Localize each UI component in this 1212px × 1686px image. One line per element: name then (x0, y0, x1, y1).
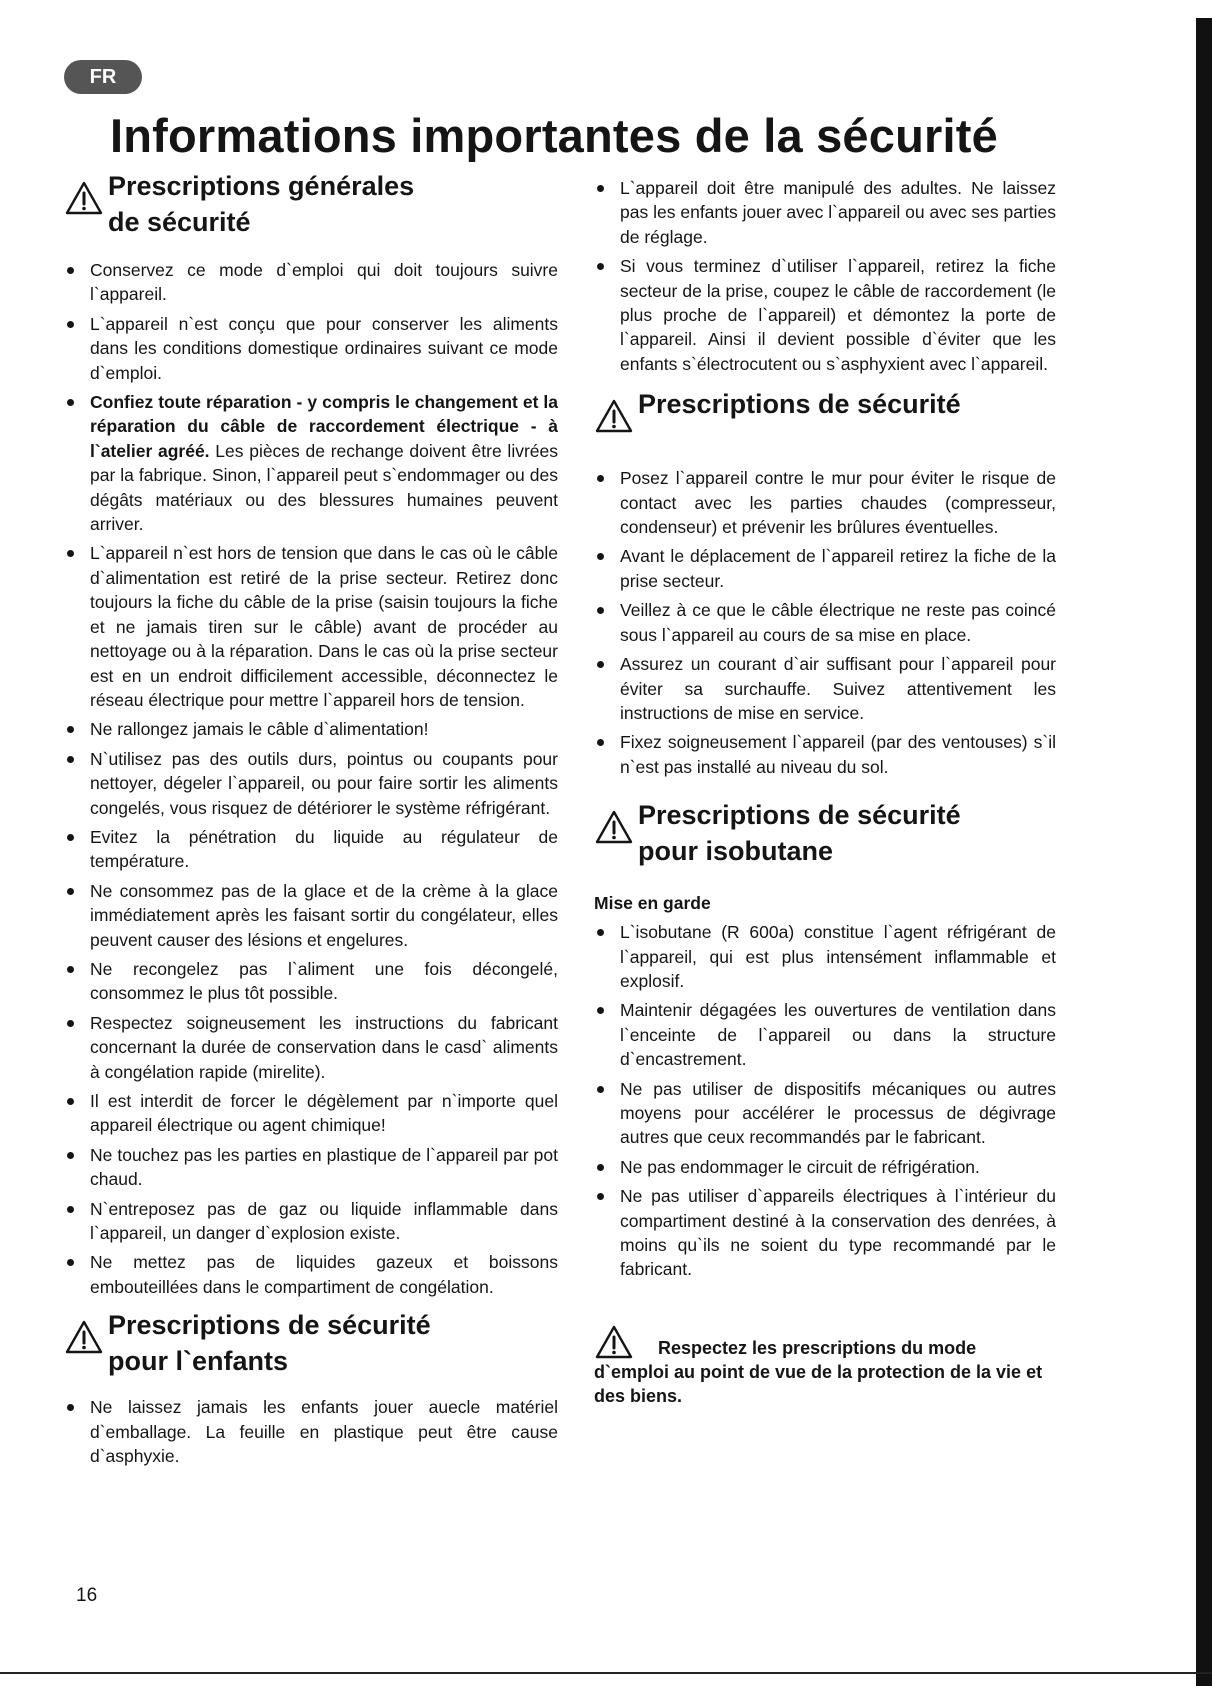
bullet-dot (597, 661, 604, 668)
bullet-text: N`utilisez pas des outils durs, pointus ou coupants pour nettoyer, dégeler l`appareil, ou pour faire sortir les aliments congelés, vous risquez de détériorer le système réfrigérant. (90, 748, 558, 818)
bullet-text: N`entreposez pas de gaz ou liquide inflammable dans l`appareil, un danger d`explosion existe. (90, 1198, 558, 1244)
bullet-list (594, 466, 1056, 779)
bullet-dot (67, 834, 74, 841)
bullet-dot (597, 553, 604, 560)
bullet-dot (67, 399, 74, 406)
bullet-dot (67, 966, 74, 973)
bullet-text: L`appareil n`est conçu que pour conserver les aliments dans les conditions domestique ordinaires suivant ce mode d`emploi. (90, 313, 558, 383)
bullet-text: Evitez la pénétration du liquide au régulateur de température. (90, 826, 558, 872)
bullet-dot (597, 475, 604, 482)
bullet-item (64, 1197, 558, 1246)
bullet-item (64, 541, 558, 712)
heading-line: Prescriptions de sécurité (638, 389, 961, 420)
bullet-text: Si vous terminez d`utiliser l`appareil, retirez la fiche secteur de la prise, coupez le câble de raccordement (le plus proche de l`appareil) et démontez la porte de l`appareil. Ainsi il devient possible d`éviter que les enfants s`électrocutent ou s`asphyxient avec l`appareil. (620, 256, 1056, 374)
bullet-text: L`isobutane (R 600a) constitue l`agent réfrigérant de l`appareil, qui est plus intensément inflammable et explosif. (620, 922, 1056, 991)
page-title: Informations importantes de la sécurité (110, 109, 998, 162)
warning-icon (64, 1319, 108, 1359)
bullet-dot (67, 756, 74, 763)
bullet-text: L`appareil doit être manipulé des adultes. Ne laissez pas les enfants jouer avec l`appareil ou avec ses parties de réglage. (620, 178, 1056, 247)
bullet-dot (597, 929, 604, 936)
final-warning-note (594, 1336, 1056, 1408)
heading-line: Prescriptions générales (108, 171, 415, 201)
bullet-item (64, 1395, 558, 1468)
bullet-item (594, 598, 1056, 647)
bullet-item (594, 920, 1056, 993)
warning-icon (64, 180, 108, 220)
section-heading (594, 797, 1056, 869)
bullet-text: Ne touchez pas les parties en plastique de l`appareil par pot chaud. (90, 1144, 558, 1190)
left-column (64, 168, 558, 1473)
bullet-item (64, 390, 558, 536)
bullet-text: Fixez soigneusement l`appareil (par des ventouses) s`il n`est pas installé au niveau du sol. (620, 732, 1056, 777)
section-children-continued (594, 176, 1056, 376)
bullet-dot (597, 1164, 604, 1171)
bullet-item (594, 176, 1056, 249)
bullet-text: Ne pas utiliser de dispositifs mécaniques ou autres moyens pour accélérer le processus de dégivrage autres que ceux recommandés par le fabricant. (620, 1078, 1056, 1148)
bullet-list (594, 920, 1056, 1282)
bullet-text: Conservez ce mode d`emploi qui doit toujours suivre l`appareil. (90, 260, 558, 305)
heading-lines (108, 1307, 558, 1379)
bullet-item (64, 1143, 558, 1192)
bullet-dot (67, 1152, 74, 1159)
bullet-text: Les pièces de rechange doivent être livrées par la fabrique. Sinon, l`appareil peut s`endommager ou des dégâts matériaux ou des blessures humaines peuvent arriver. (90, 440, 559, 535)
bullet-item (594, 1184, 1056, 1282)
page-edge-bar (1196, 18, 1212, 1686)
heading-line: Prescriptions de sécurité (108, 1310, 431, 1341)
bullet-text: Ne rallongez jamais le câble d`alimentation! (90, 719, 429, 740)
bullet-item (64, 717, 558, 741)
bullet-item (64, 825, 558, 874)
subheading: Mise en garde (594, 893, 711, 914)
bullet-dot (67, 726, 74, 733)
section-heading (64, 168, 558, 240)
bullet-text: Maintenir dégagées les ouvertures de ventilation dans l`enceinte de l`appareil ou dans la structure d`encastrement. (620, 1000, 1056, 1070)
heading-lines (638, 386, 1056, 422)
language-badge: FR (64, 60, 142, 94)
bullet-text: Ne recongelez pas l`aliment une fois décongelé, consommez le plus tôt possible. (90, 958, 558, 1004)
section-general-safety (64, 168, 558, 1299)
bullet-text: Il est interdit de forcer le dégèlement par n`importe quel appareil électrique ou agent chimique! (90, 1091, 558, 1136)
bullet-dot (597, 1193, 604, 1200)
bullet-dot (67, 1098, 74, 1105)
section-installation-safety (594, 386, 1056, 779)
bullet-text: Avant le déplacement de l`appareil retirez la fiche de la prise secteur. (620, 546, 1056, 591)
final-note-text: Respectez les prescriptions du mode d`emploi au point de vue de la protection de la vie et des biens. (594, 1337, 1043, 1406)
bullet-dot (597, 607, 604, 614)
bullet-item (64, 258, 558, 307)
bullet-dot (67, 888, 74, 895)
bullet-dot (67, 321, 74, 328)
bullet-dot (67, 1404, 74, 1411)
bullet-text: Ne pas endommager le circuit de réfrigération. (620, 1156, 980, 1177)
bullet-item (64, 312, 558, 385)
bullet-item (594, 254, 1056, 376)
warning-icon (594, 398, 638, 438)
bullet-item (594, 730, 1056, 779)
section-children-safety (64, 1307, 558, 1468)
bullet-item (594, 998, 1056, 1071)
bullet-item (64, 1089, 558, 1138)
bullet-dot (67, 1206, 74, 1213)
bullet-text: Posez l`appareil contre le mur pour éviter le risque de contact avec les parties chaudes (compresseur, condenseur) et prévenir les brûlures éventuelles. (620, 468, 1056, 538)
bullet-item (594, 544, 1056, 593)
bullet-item (64, 879, 558, 952)
warning-icon (594, 809, 638, 849)
bullet-text: Ne pas utiliser d`appareils électriques à l`intérieur du compartiment destiné à la conservation des denrées, à moins qu`ils ne soient du type recommandé par le fabricant. (620, 1186, 1056, 1280)
bullet-item (594, 1077, 1056, 1150)
bullet-text: Veillez à ce que le câble électrique ne reste pas coincé sous l`appareil au cours de sa mise en place. (620, 600, 1056, 645)
bullet-dot (67, 1020, 74, 1027)
section-isobutane-safety (594, 797, 1056, 1282)
bullet-dot (597, 185, 604, 192)
heading-lines (638, 797, 1056, 869)
bullet-dot (67, 550, 74, 557)
bullet-dot (597, 739, 604, 746)
bullet-text: Ne consommez pas de la glace et de la crème à la glace immédiatement après les faisant sortir du congélateur, elles peuvent causer des lésions et engelures. (90, 880, 558, 950)
bottom-rule (0, 1672, 1212, 1674)
bullet-item (64, 1250, 558, 1299)
bullet-text: Respectez soigneusement les instructions du fabricant concernant la durée de conservation dans le casd` aliments à congélation rapide (mirelite). (90, 1012, 558, 1082)
bullet-item (594, 652, 1056, 725)
bullet-text: L`appareil n`est hors de tension que dans le cas où le câble d`alimentation est retiré de la prise secteur. Retirez donc toujours la fiche du câble de la prise (saisin toujours la fiche et ne jamais tiren sur le câble) avant de procéder au nettoyage ou à la réparation. Dans le cas où la prise secteur est en un endroit difficilement accessible, déconnectez le réseau électrique pour mettre l`appareil hors de tension. (90, 543, 558, 710)
bullet-dot (67, 267, 74, 274)
heading-line: pour l`enfants (108, 1346, 288, 1377)
bullet-text: Ne laissez jamais les enfants jouer auecle matériel d`emballage. La feuille en plastique peut être cause d`asphyxie. (90, 1397, 558, 1467)
bullet-item (594, 466, 1056, 539)
bullet-list (64, 258, 558, 1299)
warning-icon (594, 1324, 638, 1364)
bullet-item (64, 747, 558, 820)
bullet-item (64, 957, 558, 1006)
heading-line: Prescriptions de sécurité (638, 800, 961, 831)
bullet-dot (597, 1086, 604, 1093)
heading-lines (108, 168, 558, 240)
heading-line: de sécurité (108, 207, 251, 237)
bullet-dot (67, 1259, 74, 1266)
bullet-item (64, 1011, 558, 1084)
bullet-item (594, 1155, 1056, 1179)
bullet-dot (597, 1007, 604, 1014)
right-column (594, 176, 1056, 1408)
section-heading (64, 1307, 558, 1379)
bullet-list (594, 176, 1056, 376)
page-number: 16 (76, 1585, 98, 1606)
bullet-list (64, 1395, 558, 1468)
section-heading (594, 386, 1056, 438)
bullet-bold-text: Confiez toute réparation - y compris le changement et la réparation du câble de raccordement électrique - à l`atelier agréé. (90, 392, 558, 461)
bullet-text: Assurez un courant d`air suffisant pour l`appareil pour éviter sa surchauffe. Suivez attentivement les instructions de mise en service. (620, 654, 1056, 723)
bullet-text: Ne mettez pas de liquides gazeux et boissons embouteillées dans le compartiment de congélation. (90, 1252, 558, 1297)
bullet-dot (597, 263, 604, 270)
heading-line: pour isobutane (638, 836, 833, 867)
